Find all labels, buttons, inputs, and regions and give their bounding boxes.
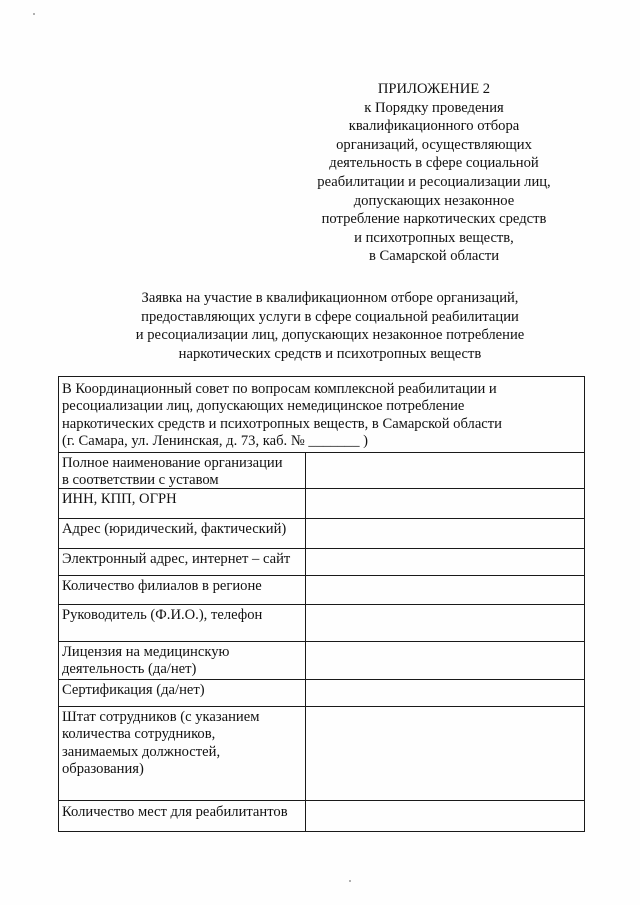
form-addressee-header <box>59 377 584 453</box>
scan-speck <box>349 880 351 882</box>
form-row-medical-license <box>59 642 584 680</box>
appendix-line: в Самарской области <box>368 248 500 265</box>
form-row-email-website <box>59 549 584 576</box>
row-label: Количество филиалов в регионе <box>59 576 306 604</box>
address-field[interactable] <box>306 519 584 548</box>
row-label: Полное наименование организации в соответствии с уставом <box>59 453 306 488</box>
header-line: ресоциализации лиц, допускающих немедицинское потребление <box>62 398 465 415</box>
tax-ids-field[interactable] <box>306 489 584 518</box>
row-label: Штат сотрудников (с указанием количества сотрудников, занимаемых должностей, образования) <box>59 707 306 800</box>
form-row-address <box>59 519 584 549</box>
organization-name-field[interactable] <box>306 453 584 488</box>
appendix-line: допускающих незаконное <box>353 192 515 209</box>
row-label: Электронный адрес, интернет – сайт <box>59 549 306 575</box>
appendix-line: квалификационного отбора <box>348 118 520 135</box>
certification-field[interactable] <box>306 680 584 706</box>
row-label: Адрес (юридический, фактический) <box>59 519 306 548</box>
email-website-field[interactable] <box>306 549 584 575</box>
appendix-line: и психотропных веществ, <box>354 229 514 246</box>
row-label: Сертификация (да/нет) <box>59 680 306 706</box>
form-row-organization-name <box>59 453 584 489</box>
application-form-table <box>58 376 585 832</box>
header-line: наркотических средств и психотропных веществ, в Самарской области <box>62 415 502 432</box>
scan-speck <box>33 13 35 15</box>
title-line: Заявка на участие в квалификационном отборе организаций, <box>141 290 519 306</box>
capacity-field[interactable] <box>306 801 584 831</box>
appendix-line: к Порядку проведения <box>364 99 504 116</box>
form-row-director <box>59 605 584 642</box>
form-row-tax-ids <box>59 489 584 519</box>
medical-license-field[interactable] <box>306 642 584 679</box>
header-line: В Координационный совет по вопросам комплексной реабилитации и <box>62 381 497 397</box>
branches-field[interactable] <box>306 576 584 604</box>
appendix-line: ПРИЛОЖЕНИЕ 2 <box>377 81 491 97</box>
appendix-block <box>300 80 568 266</box>
row-label: Количество мест для реабилитантов <box>59 801 306 831</box>
title-line: и ресоциализации лиц, допускающих незаконное потребление <box>135 327 525 344</box>
appendix-line: потребление наркотических средств <box>321 211 547 228</box>
form-row-certification <box>59 680 584 707</box>
application-title <box>60 289 600 363</box>
row-label: Руководитель (Ф.И.О.), телефон <box>59 605 306 641</box>
appendix-line: реабилитации и ресоциализации лиц, <box>317 173 551 190</box>
director-field[interactable] <box>306 605 584 641</box>
appendix-line: организаций, осуществляющих <box>336 136 532 153</box>
row-label: Лицензия на медицинскую деятельность (да/нет) <box>59 642 306 679</box>
header-line: (г. Самара, ул. Ленинская, д. 73, каб. № _______ ) <box>62 433 369 450</box>
form-row-staff <box>59 707 584 801</box>
title-line: наркотических средств и психотропных веществ <box>178 345 482 362</box>
form-row-branches <box>59 576 584 605</box>
title-line: предоставляющих услуги в сфере социальной реабилитации <box>141 308 519 325</box>
staff-field[interactable] <box>306 707 584 800</box>
form-row-capacity <box>59 801 584 831</box>
appendix-line: деятельность в сфере социальной <box>329 155 539 172</box>
row-label: ИНН, КПП, ОГРН <box>59 489 306 518</box>
